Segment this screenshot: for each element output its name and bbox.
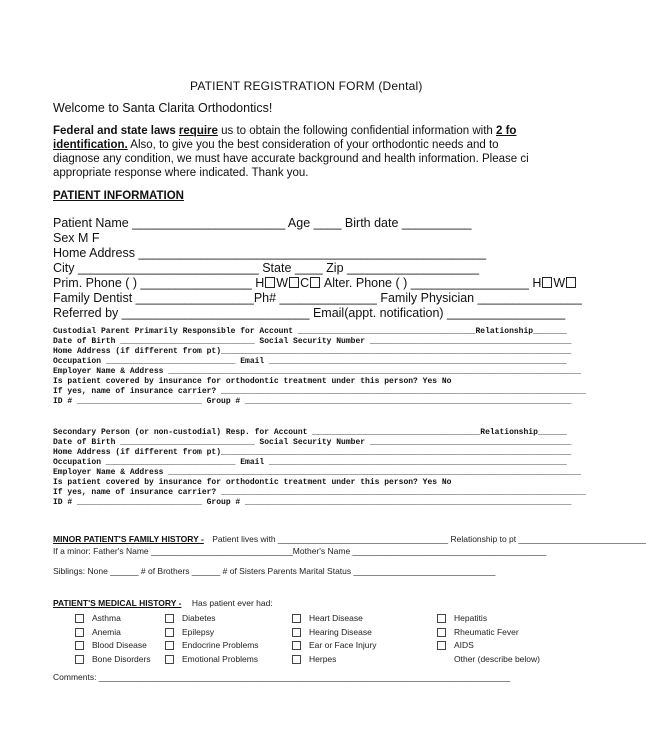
alt-phone-work-checkbox[interactable] bbox=[566, 277, 576, 288]
checkbox-icon[interactable] bbox=[165, 655, 174, 664]
home-address-row[interactable]: Home Address __________________________________________________ bbox=[53, 246, 487, 260]
family-dentist-row[interactable]: Family Dentist _________________Ph# ______________ Family Physician _______________ bbox=[53, 291, 582, 305]
condition-emotional-problems[interactable]: Emotional Problems bbox=[165, 653, 259, 667]
phone-home-checkbox[interactable] bbox=[265, 277, 275, 288]
checkbox-icon[interactable] bbox=[75, 614, 84, 623]
checkbox-icon[interactable] bbox=[165, 641, 174, 650]
lives-with-field[interactable]: Patient lives with ____________________________________ Relationship to pt ___________________________ bbox=[212, 534, 646, 544]
intro-paragraph bbox=[53, 124, 529, 180]
custodial-insurance-question[interactable]: Is patient covered by insurance for orthodontic treatment under this person? Yes No bbox=[53, 377, 452, 386]
medical-column-3 bbox=[292, 612, 377, 666]
condition-anemia[interactable]: Anemia bbox=[75, 626, 151, 640]
secondary-address-row[interactable]: Home Address (if different from pt)_________________________________________________________________________ bbox=[53, 448, 572, 457]
medical-column-2 bbox=[165, 612, 259, 666]
intro-line-1: Federal and state laws require us to obtain the following confidential information with 2 fo bbox=[53, 125, 517, 137]
secondary-insurance-question[interactable]: Is patient covered by insurance for orthodontic treatment under this person? Yes No bbox=[53, 478, 452, 487]
condition-blood-disease[interactable]: Blood Disease bbox=[75, 639, 151, 653]
secondary-occupation-row[interactable]: Occupation ___________________________ Email ______________________________________________________________ bbox=[53, 458, 567, 467]
intro-line-2: identification. Also, to give you the best consideration of your orthodontic needs and to bbox=[53, 139, 499, 151]
condition-hearing-disease[interactable]: Hearing Disease bbox=[292, 626, 377, 640]
checkbox-icon[interactable] bbox=[165, 628, 174, 637]
condition-epilepsy[interactable]: Epilepsy bbox=[165, 626, 259, 640]
parents-names-row[interactable]: If a minor: Father's Name ______________________________Mother's Name _________________________________________ bbox=[53, 546, 547, 556]
patient-info-heading: PATIENT INFORMATION bbox=[53, 190, 184, 202]
phone-work-checkbox[interactable] bbox=[289, 277, 299, 288]
city-state-zip-row[interactable]: City __________________________ State ____ Zip ___________________ bbox=[53, 261, 480, 275]
custodial-address-row[interactable]: Home Address (if different from pt)_________________________________________________________________________ bbox=[53, 347, 572, 356]
custodial-employer-row[interactable]: Employer Name & Address ______________________________________________________________________________________ bbox=[53, 367, 582, 376]
secondary-account-row[interactable]: Secondary Person (or non-custodial) Resp. for Account ___________________________________Relationship______ bbox=[53, 428, 567, 437]
condition-rheumatic-fever[interactable]: Rheumatic Fever bbox=[437, 626, 540, 640]
siblings-row[interactable]: Siblings: None ______ # of Brothers ______ # of Sisters Parents Marital Status ______________________________ bbox=[53, 566, 496, 576]
phone-row[interactable]: Prim. Phone ( ) ________________ H W C Alter. Phone ( ) _________________ H W bbox=[53, 276, 582, 291]
intro-line-4: appropriate response where indicated. Thank you. bbox=[53, 167, 309, 179]
medical-history-title-row bbox=[53, 593, 273, 611]
condition-other[interactable]: Other (describe below) bbox=[454, 653, 540, 664]
medical-column-1 bbox=[75, 612, 151, 666]
medical-column-4 bbox=[437, 612, 540, 666]
condition-aids[interactable]: AIDS bbox=[437, 639, 540, 653]
secondary-dob-row[interactable]: Date of Birth ____________________________ Social Security Number __________________________________________ bbox=[53, 438, 572, 447]
condition-hepatitis[interactable]: Hepatitis bbox=[437, 612, 540, 626]
custodial-parent-section bbox=[53, 327, 586, 407]
custodial-id-row[interactable]: ID # __________________________ Group # ____________________________________________________________________ bbox=[53, 397, 572, 406]
checkbox-icon[interactable] bbox=[292, 628, 301, 637]
custodial-occupation-row[interactable]: Occupation ___________________________ Email ______________________________________________________________ bbox=[53, 357, 567, 366]
family-history-heading: MINOR PATIENT'S FAMILY HISTORY - bbox=[53, 534, 204, 544]
medical-history-subheading: Has patient ever had: bbox=[191, 598, 273, 608]
family-history-title-row bbox=[53, 529, 646, 547]
checkbox-icon[interactable] bbox=[75, 641, 84, 650]
secondary-employer-row[interactable]: Employer Name & Address ______________________________________________________________________________________ bbox=[53, 468, 582, 477]
phone-cell-checkbox[interactable] bbox=[310, 277, 320, 288]
sex-row[interactable]: Sex M F bbox=[53, 231, 100, 245]
checkbox-icon[interactable] bbox=[437, 641, 446, 650]
condition-asthma[interactable]: Asthma bbox=[75, 612, 151, 626]
checkbox-icon[interactable] bbox=[437, 614, 446, 623]
custodial-dob-row[interactable]: Date of Birth ____________________________ Social Security Number __________________________________________ bbox=[53, 337, 572, 346]
patient-info-fields bbox=[53, 216, 582, 321]
form-title: PATIENT REGISTRATION FORM (Dental) bbox=[190, 79, 423, 93]
secondary-id-row[interactable]: ID # __________________________ Group # ____________________________________________________________________ bbox=[53, 498, 572, 507]
medical-history-heading: PATIENT'S MEDICAL HISTORY - bbox=[53, 598, 182, 608]
custodial-account-row[interactable]: Custodial Parent Primarily Responsible for Account _____________________________________Relationship_______ bbox=[53, 327, 567, 336]
condition-heart-disease[interactable]: Heart Disease bbox=[292, 612, 377, 626]
custodial-carrier-row[interactable]: If yes, name of insurance carrier? ____________________________________________________________________________ bbox=[53, 387, 586, 396]
checkbox-icon[interactable] bbox=[437, 628, 446, 637]
checkbox-icon[interactable] bbox=[292, 614, 301, 623]
comments-field[interactable]: Comments: _______________________________________________________________________________________ bbox=[53, 672, 511, 682]
condition-diabetes[interactable]: Diabetes bbox=[165, 612, 259, 626]
condition-bone-disorders[interactable]: Bone Disorders bbox=[75, 653, 151, 667]
referred-by-row[interactable]: Referred by ___________________________ Email(appt. notification) _________________ bbox=[53, 306, 566, 320]
secondary-person-section bbox=[53, 428, 586, 508]
patient-name-row[interactable]: Patient Name ______________________ Age ____ Birth date __________ bbox=[53, 216, 472, 230]
secondary-carrier-row[interactable]: If yes, name of insurance carrier? ____________________________________________________________________________ bbox=[53, 488, 586, 497]
condition-ear-face-injury[interactable]: Ear or Face Injury bbox=[292, 639, 377, 653]
intro-line-3: diagnose any condition, we must have accurate background and health information. Please ci bbox=[53, 153, 529, 165]
welcome-heading: Welcome to Santa Clarita Orthodontics! bbox=[53, 101, 273, 115]
checkbox-icon[interactable] bbox=[292, 641, 301, 650]
checkbox-icon[interactable] bbox=[165, 614, 174, 623]
checkbox-icon[interactable] bbox=[292, 655, 301, 664]
condition-herpes[interactable]: Herpes bbox=[292, 653, 377, 667]
condition-endocrine-problems[interactable]: Endocrine Problems bbox=[165, 639, 259, 653]
alt-phone-home-checkbox[interactable] bbox=[542, 277, 552, 288]
checkbox-icon[interactable] bbox=[75, 655, 84, 664]
checkbox-icon[interactable] bbox=[75, 628, 84, 637]
